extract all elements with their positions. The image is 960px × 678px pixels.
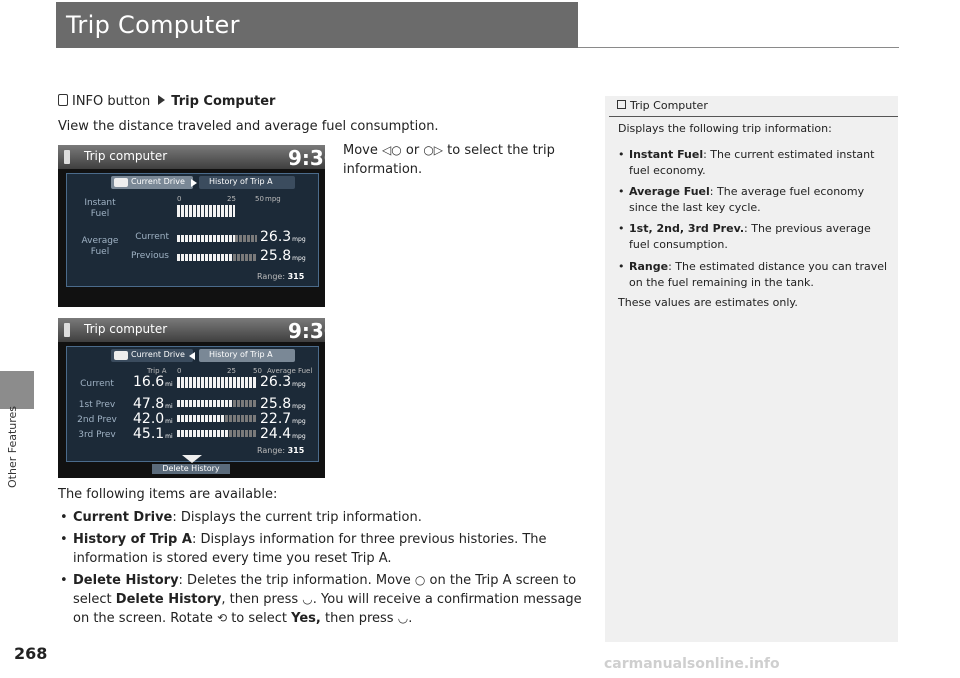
interface-dial-down-icon: ○	[414, 573, 426, 587]
sidebar-rule	[609, 116, 898, 117]
scroll-down-icon	[182, 455, 202, 463]
tab-current-drive[interactable]: Current Drive	[111, 176, 193, 189]
instant-fuel-label: Instant Fuel	[84, 198, 116, 219]
sidebar-lead: Displays the following trip information:	[618, 122, 832, 135]
sidebar-entry-instant-fuel: • Instant Fuel: The current estimated instant fuel economy.	[618, 148, 875, 177]
row-bar-current	[177, 377, 257, 388]
row-distance-2nd-prev: 42.0mi	[133, 411, 173, 427]
average-fuel-label: Average Fuel	[81, 236, 119, 257]
section-title-bar	[56, 2, 578, 48]
tab-current-drive[interactable]: Current Drive	[111, 349, 193, 362]
screen-title: Trip computer	[84, 149, 168, 163]
scale-unit: mpg	[265, 195, 281, 203]
bullet-icon: •	[60, 510, 68, 525]
scale-50: 50	[255, 195, 264, 203]
item-current-drive: • Current Drive: Displays the current trip information.	[60, 510, 422, 525]
screen-clock: 9:30	[288, 146, 338, 170]
previous-fuel-bar-rest	[233, 254, 257, 261]
arrow-left-icon	[189, 352, 195, 360]
row-bar-rest-3rd-prev	[229, 430, 257, 437]
sidebar-entry-range: • Range: The estimated distance you can travel on the fuel remaining in the tank.	[618, 260, 888, 289]
previous-label: Previous	[130, 251, 169, 261]
enter-press-icon: ◡	[302, 592, 313, 606]
tab-history-trip-a[interactable]: History of Trip A	[199, 349, 295, 362]
watermark: carmanualsonline.info	[604, 656, 780, 672]
scale-25: 25	[227, 367, 236, 375]
row-bar-3rd-prev	[177, 430, 229, 437]
sidebar-notes	[605, 96, 898, 642]
scale-0: 0	[177, 367, 182, 375]
nav-label: INFO button	[72, 94, 151, 109]
row-fuel-3rd-prev: 24.4mpg	[260, 426, 306, 442]
scale-25: 25	[227, 195, 236, 203]
selector-keys-icon	[114, 178, 128, 187]
current-fuel-bar-rest	[235, 235, 257, 242]
row-distance-3rd-prev: 45.1mi	[133, 426, 173, 442]
sidebar-entry-previous: • 1st, 2nd, 3rd Prev.: The previous average fuel consumption.	[618, 222, 871, 251]
title-rule	[578, 47, 899, 48]
row-label-1st-prev: 1st Prev	[78, 400, 116, 410]
col-average-fuel: Average Fuel	[267, 367, 313, 375]
screen-header	[58, 145, 338, 170]
page-title: Trip Computer	[66, 11, 240, 39]
row-distance-1st-prev: 47.8mi	[133, 396, 173, 412]
row-fuel-current: 26.3mpg	[260, 374, 306, 390]
sidebar-heading: Trip Computer	[617, 99, 708, 112]
nav-path	[58, 94, 275, 109]
screen-panel	[66, 346, 319, 462]
bullet-icon: •	[60, 532, 68, 547]
sidebar-entry-average-fuel: • Average Fuel: The average fuel economy since the last key cycle.	[618, 185, 865, 214]
row-fuel-1st-prev: 25.8mpg	[260, 396, 306, 412]
bullet-icon: •	[618, 148, 625, 161]
items-intro: The following items are available:	[58, 487, 278, 502]
row-label-2nd-prev: 2nd Prev	[77, 415, 117, 425]
screen-clock: 9:30	[288, 319, 338, 343]
current-label: Current	[135, 232, 169, 242]
selector-keys-icon	[114, 351, 128, 360]
enter-press-icon: ◡	[397, 611, 409, 625]
previous-fuel-value: 25.8mpg	[260, 248, 306, 264]
info-icon	[64, 323, 70, 337]
delete-history-button[interactable]: Delete History	[152, 464, 230, 474]
note-icon	[617, 100, 626, 109]
scale-0: 0	[177, 195, 182, 203]
arrow-right-icon	[158, 95, 165, 105]
rotate-dial-icon: ⟲	[216, 611, 228, 625]
row-distance-current: 16.6mi	[133, 374, 173, 390]
previous-fuel-bar	[177, 254, 233, 261]
row-label-3rd-prev: 3rd Prev	[78, 430, 116, 440]
row-fuel-2nd-prev: 22.7mpg	[260, 411, 306, 427]
col-trip-a: Trip A	[147, 367, 167, 375]
trip-computer-screen-current	[58, 145, 338, 307]
nav-target: Trip Computer	[171, 94, 276, 109]
interface-dial-left-icon: ◁○	[382, 143, 402, 157]
arrow-right-icon	[191, 179, 197, 187]
bullet-icon: •	[618, 185, 625, 198]
bullet-icon: •	[618, 222, 625, 235]
screen-title: Trip computer	[84, 322, 168, 336]
item-delete-history: • Delete History: Deletes the trip information. Move ○ on the Trip A screen to select Delete History, then press ◡. You will receive a confirmation message on the screen. Rotate ⟲ to select Yes, then press ◡.	[60, 573, 582, 626]
row-bar-rest-2nd-prev	[225, 415, 257, 422]
item-history-trip-a: • History of Trip A: Displays information for three previous histories. The information is stored every time you reset Trip A.	[60, 532, 547, 566]
info-button-icon	[58, 94, 68, 106]
move-instruction: Move ◁○ or ○▷ to select the trip information.	[343, 143, 555, 177]
screen-panel	[66, 173, 319, 287]
bullet-icon: •	[60, 573, 68, 588]
info-icon	[64, 150, 70, 164]
scale-50: 50	[253, 367, 262, 375]
row-label-current: Current	[80, 379, 114, 389]
current-fuel-bar	[177, 235, 235, 242]
tab-history-trip-a[interactable]: History of Trip A	[199, 176, 295, 189]
row-bar-1st-prev	[177, 400, 233, 407]
row-bar-2nd-prev	[177, 415, 225, 422]
interface-dial-right-icon: ○▷	[423, 143, 444, 157]
range-readout: Range: 315	[257, 446, 305, 455]
side-chapter-label: Other Features	[6, 405, 19, 488]
range-readout: Range: 315	[257, 272, 305, 281]
bullet-icon: •	[618, 260, 625, 273]
trip-computer-screen-history	[58, 318, 338, 478]
page-number: 268	[14, 644, 48, 663]
instant-fuel-bar	[177, 205, 235, 217]
row-bar-rest-1st-prev	[233, 400, 257, 407]
current-fuel-value: 26.3mpg	[260, 229, 306, 245]
sidebar-footer: These values are estimates only.	[618, 296, 798, 309]
screen-header	[58, 318, 338, 343]
intro-text: View the distance traveled and average fuel consumption.	[58, 119, 439, 134]
